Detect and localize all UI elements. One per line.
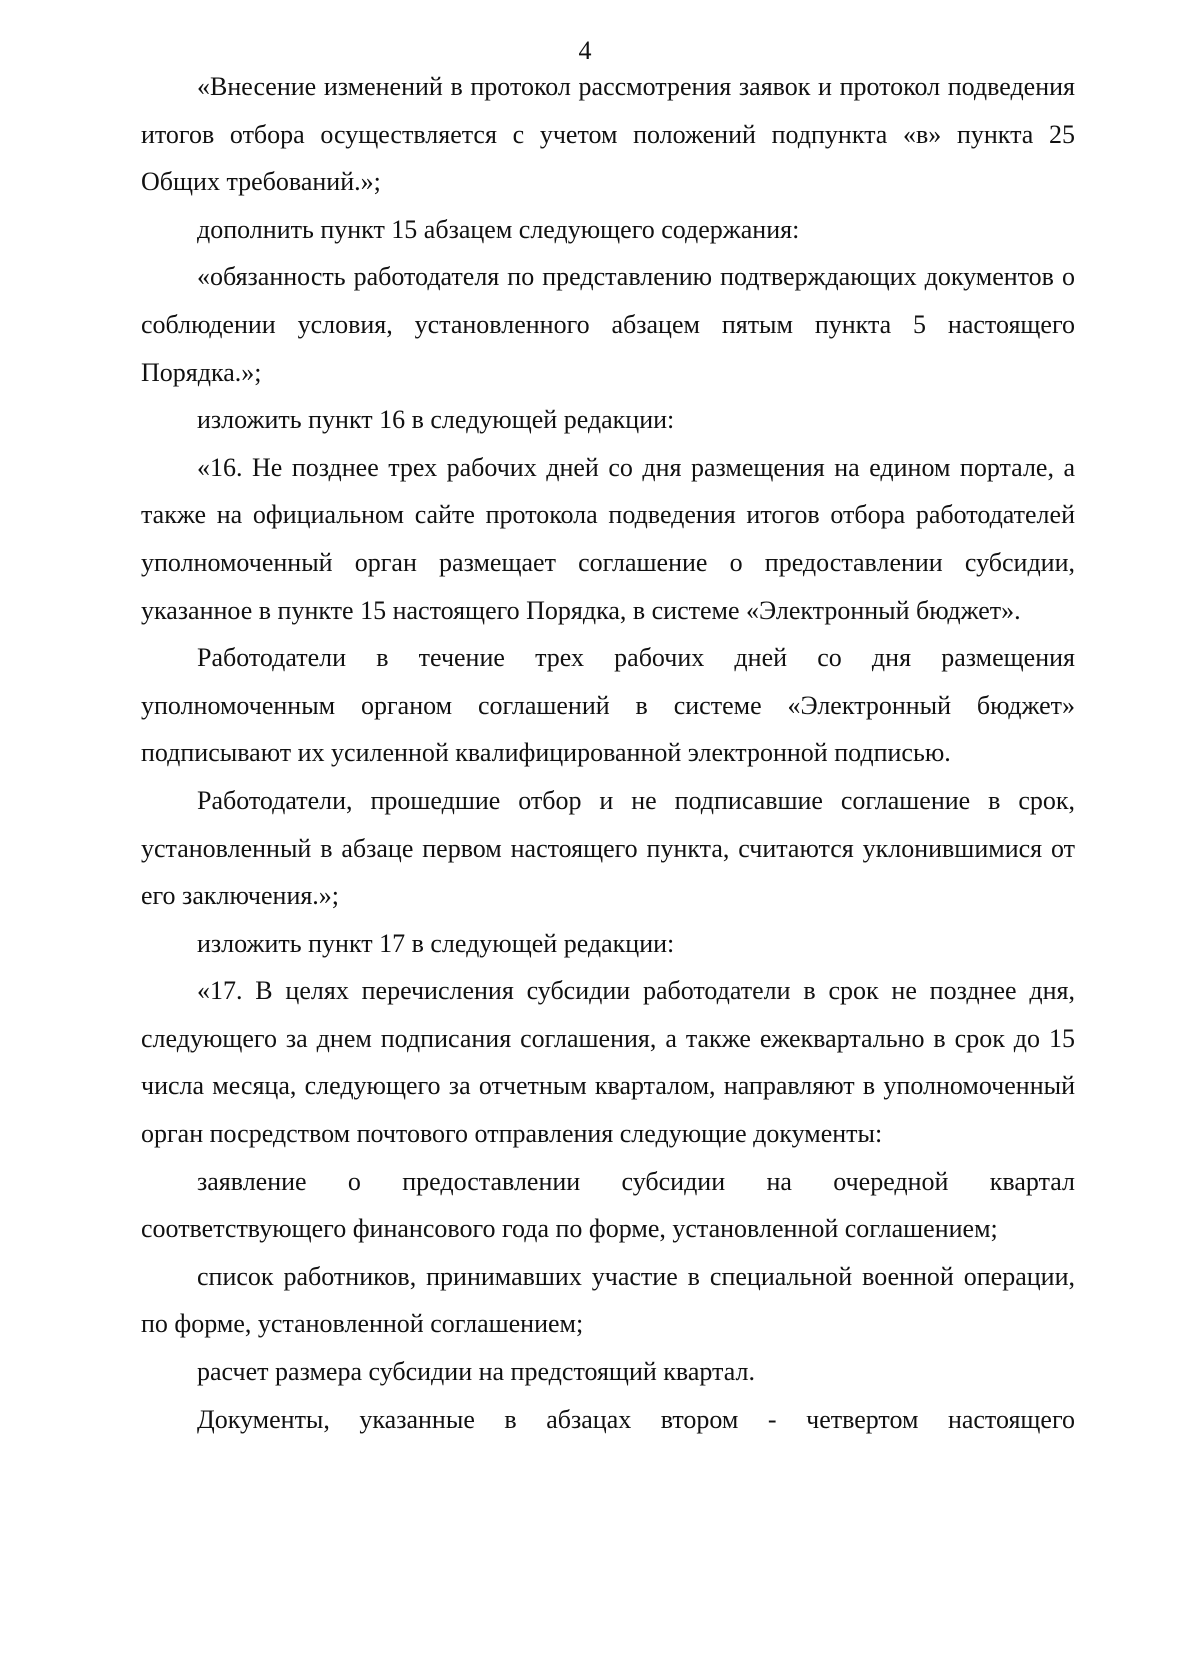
page-number: 4 (578, 36, 592, 65)
paragraph: «17. В целях перечисления субсидии работодатели в срок не позднее дня, следующего за днем подписания соглашения, а также ежеквартально в срок до 15 числа месяца, следующего за отчетным кварталом, направляют в уполномоченный орган посредством почтового отправления следующие документы: (141, 976, 1075, 1149)
paragraph: изложить пункт 17 в следующей редакции: (197, 928, 675, 958)
paragraph: Работодатели в течение трех рабочих дней со дня размещения уполномоченным органом соглашений в системе «Электронный бюджет» подписывают их усиленной квалифицированной электронной подписью. (141, 643, 1075, 768)
paragraph: «обязанность работодателя по представлению подтверждающих документов о соблюдении условия, установленного абзацем пятым пункта 5 настоящего Порядка.»; (141, 262, 1075, 387)
paragraph: изложить пункт 16 в следующей редакции: (197, 405, 675, 435)
document-body (141, 63, 1075, 1443)
paragraph: заявление о предоставлении субсидии на очередной квартал соответствующего финансового года по форме, установленной соглашением; (141, 1166, 1075, 1244)
paragraph: дополнить пункт 15 абзацем следующего содержания: (197, 214, 800, 244)
paragraph: список работников, принимавших участие в специальной военной операции, по форме, установленной соглашением; (141, 1261, 1075, 1339)
paragraph: расчет размера субсидии на предстоящий квартал. (197, 1357, 755, 1387)
paragraph: «Внесение изменений в протокол рассмотрения заявок и протокол подведения итогов отбора осуществляется с учетом положений подпункта «в» пункта 25 Общих требований.»; (141, 72, 1075, 197)
paragraph: «16. Не позднее трех рабочих дней со дня размещения на едином портале, а также на официальном сайте протокола подведения итогов отбора работодателей уполномоченный орган размещает соглашение о предоставлении субсидии, указанное в пункте 15 настоящего Порядка, в системе «Электронный бюджет». (141, 452, 1075, 625)
paragraph: Работодатели, прошедшие отбор и не подписавшие соглашение в срок, установленный в абзаце первом настоящего пункта, считаются уклонившимися от его заключения.»; (141, 785, 1075, 911)
paragraph: Документы, указанные в абзацах втором - четвертом настоящего (197, 1404, 1075, 1434)
